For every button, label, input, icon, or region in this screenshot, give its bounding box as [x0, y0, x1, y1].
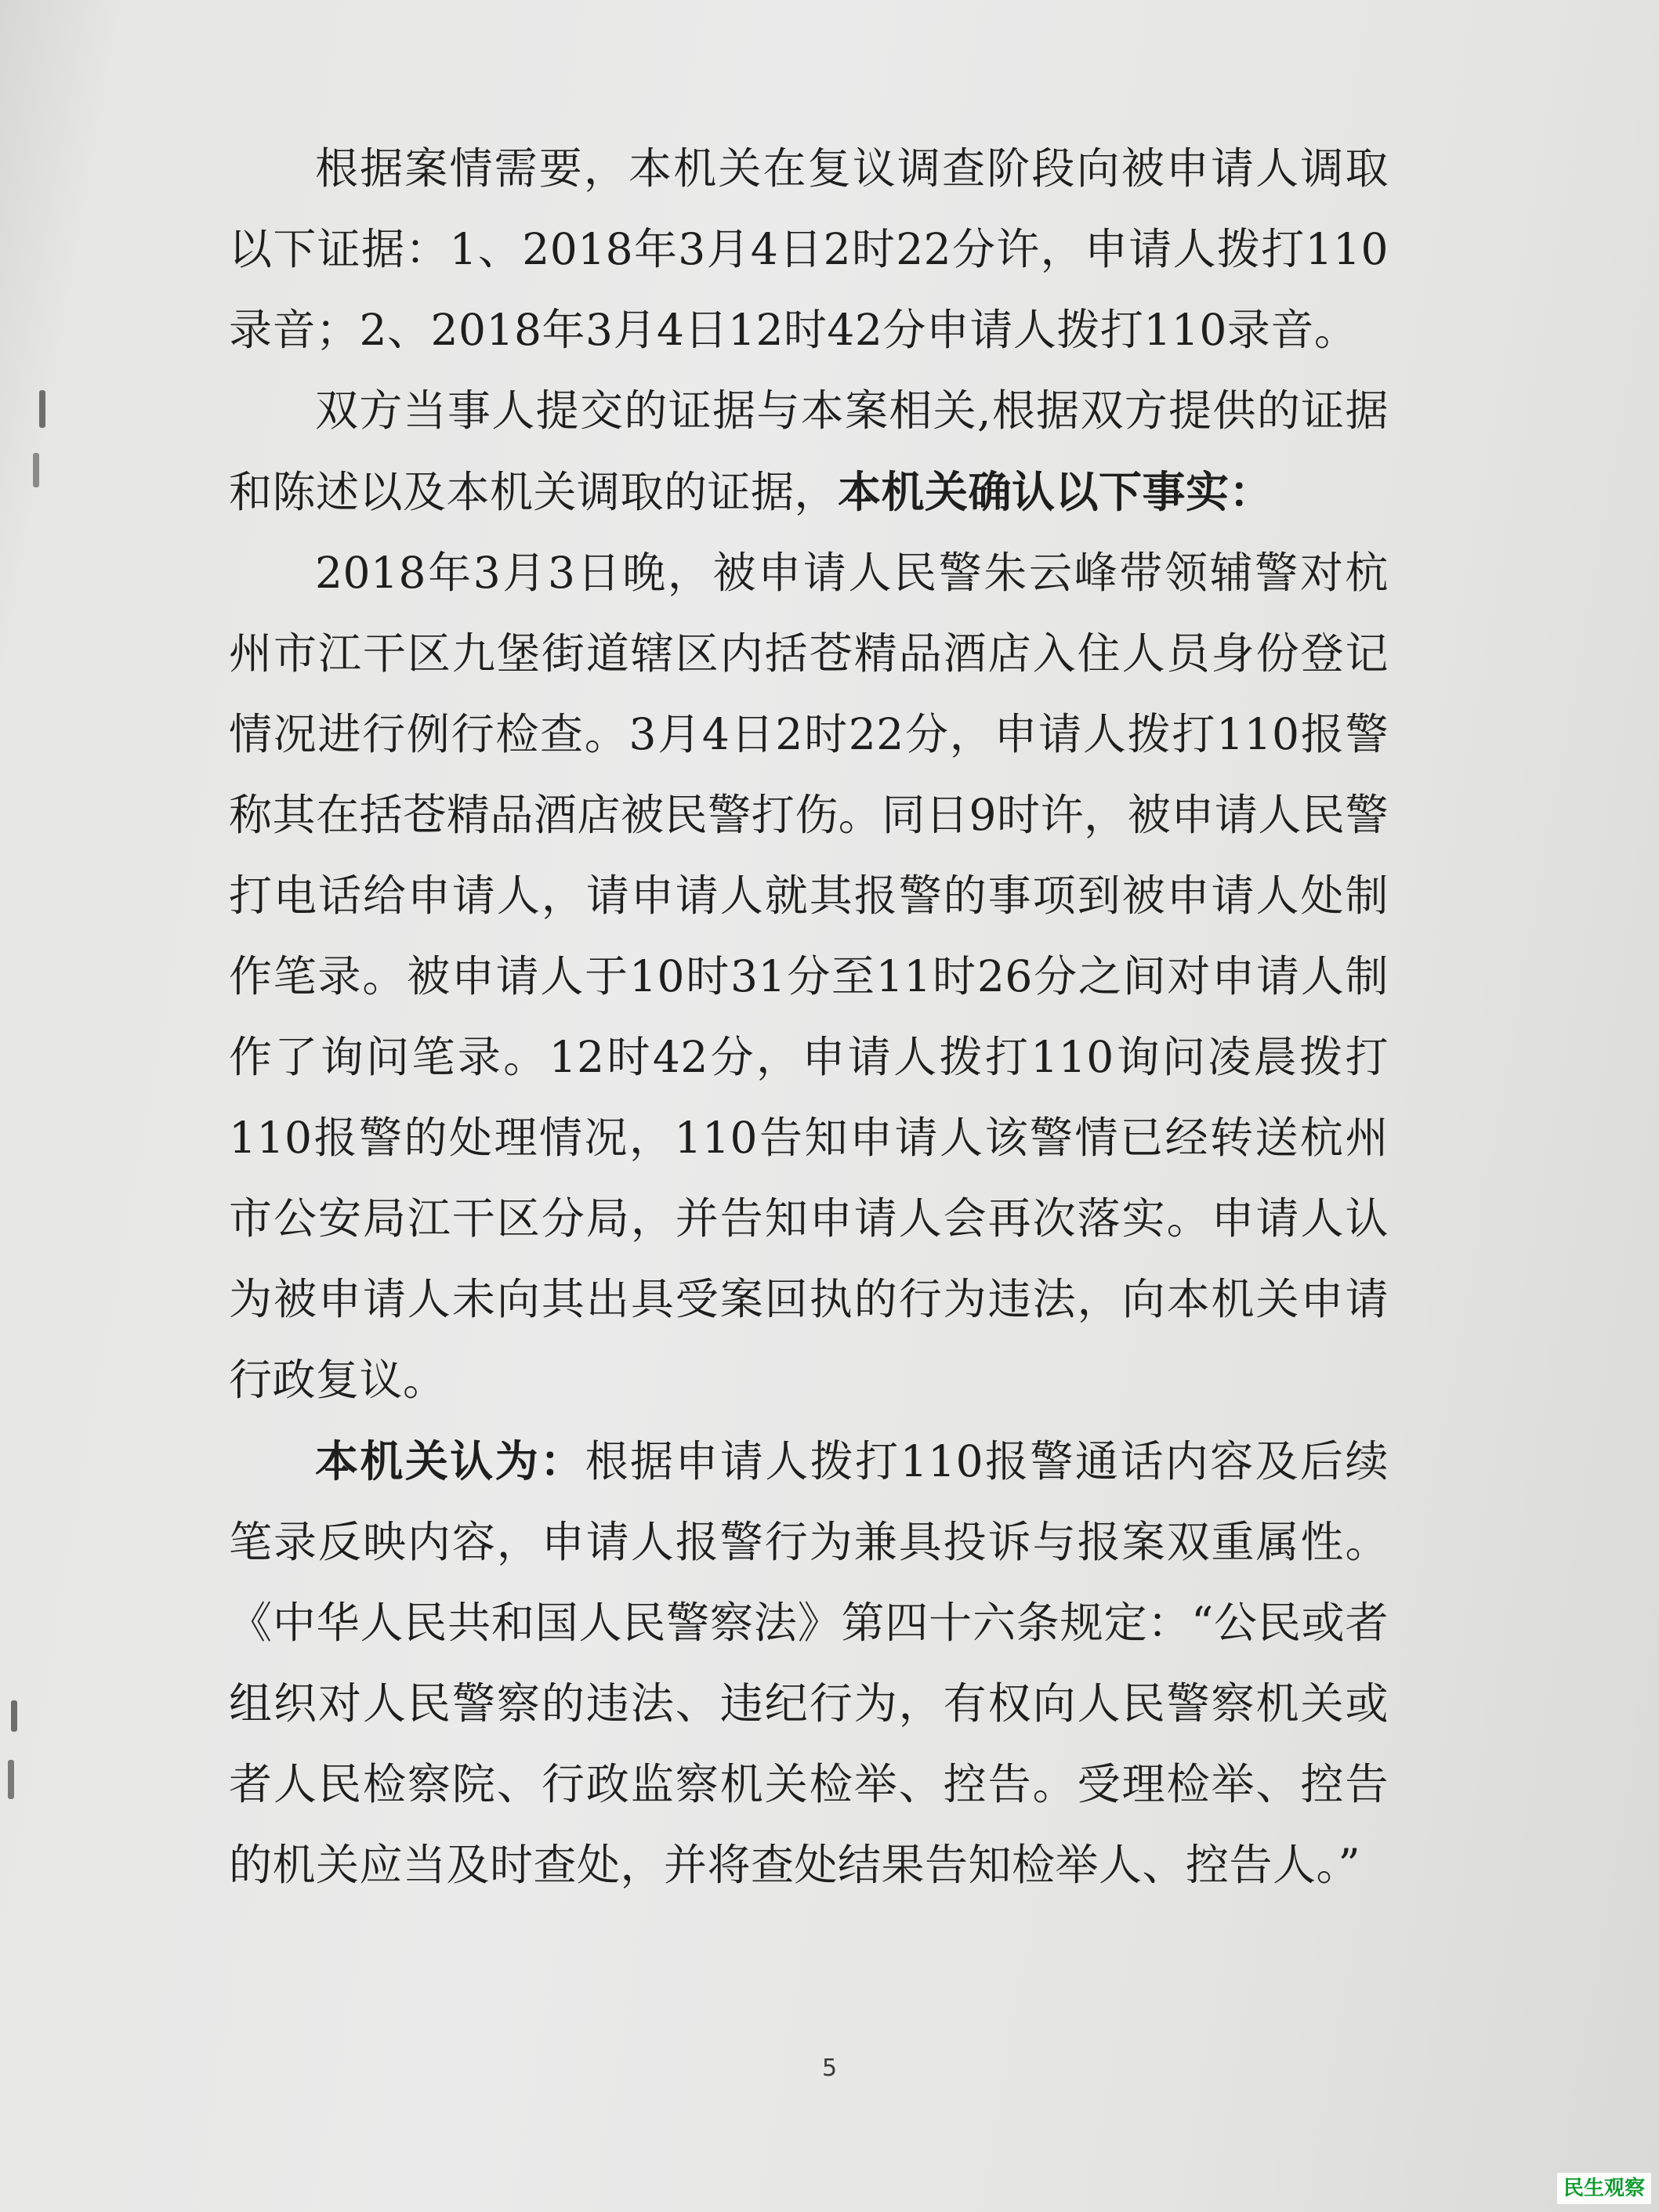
- paragraph-run: 根据申请人拨打110报警通话内容及后续笔录反映内容，申请人报警行为兼具投诉与报案双重属性。《中华人民共和国人民警察法》第四十六条规定：“公民或者组织对人民警察的违法、违纪行为，有权向人民警察机关或者人民检察院、行政监察机关检举、控告。受理检举、控告的机关应当及时查处，并将查处结果告知检举人、控告人。”: [229, 1436, 1389, 1890]
- watermark-label: 民生观察: [1557, 2173, 1651, 2204]
- paragraph-facts-intro: [229, 371, 1389, 533]
- bold-heading-facts: 本机关确认以下事实：: [838, 466, 1273, 517]
- body-text: [229, 129, 1389, 1906]
- paragraph-evidence: [229, 129, 1389, 371]
- binding-hole-mark: [11, 1700, 17, 1732]
- bold-heading-opinion: 本机关认为：: [315, 1435, 585, 1486]
- paragraph-run: 2018年3月3日晚，被申请人民警朱云峰带领辅警对杭州市江干区九堡街道辖区内括苍精品酒店入住人员身份登记情况进行例行检查。3月4日2时22分，申请人拨打110报警称其在括苍精品酒店被民警打伤。同日9时许，被申请人民警打电话给申请人，请申请人就其报警的事项到被申请人处制作笔录。被申请人于10时31分至11时26分之间对申请人制作了询问笔录。12时42分，申请人拨打110询问凌晨拨打110报警的处理情况，110告知申请人该警情已经转送杭州市公安局江干区分局，并告知申请人会再次落实。申请人认为被申请人未向其出具受案回执的行为违法，向本机关申请行政复议。: [229, 548, 1389, 1405]
- paragraph-run: 根据案情需要，本机关在复议调查阶段向被申请人调取以下证据：1、2018年3月4日2时22分许，申请人拨打110录音；2、2018年3月4日12时42分申请人拨打110录音。: [229, 143, 1389, 355]
- binding-hole-mark: [39, 390, 45, 428]
- paragraph-run: 双方当事人提交的证据与本案相关,根据双方提供的证据和陈述以及本机关调取的证据，: [229, 386, 1389, 517]
- page-number: 5: [821, 2055, 838, 2082]
- binding-hole-mark: [33, 453, 39, 487]
- paragraph-facts: [229, 533, 1389, 1421]
- paragraph-opinion: [229, 1421, 1389, 1906]
- binding-hole-mark: [8, 1760, 14, 1799]
